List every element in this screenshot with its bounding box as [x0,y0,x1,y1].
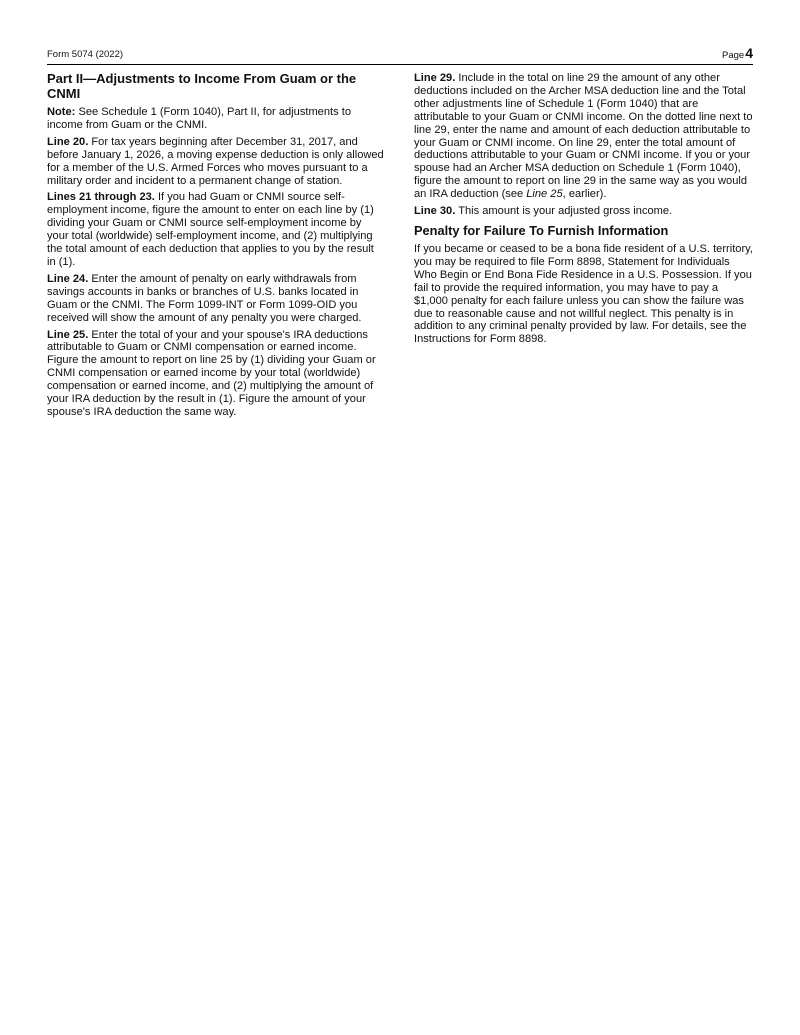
right-column [414,72,754,350]
penalty-heading: Penalty for Failure To Furnish Information [414,222,669,238]
form-id: Form 5074 (2022) [47,49,124,60]
line25-reference: Line 25 [526,188,563,201]
left-column [47,72,385,423]
line24-paragraph: Line 24. Enter the amount of penalty on early withdrawals from savings accounts in banks or branches of U.S. banks located in Guam or the CNMI. The Form 1099-INT or Form 1099-OID you received will show the amount of any penalty you were charged. [47,272,362,324]
page-label: Page [722,50,745,61]
note-paragraph: Note: See Schedule 1 (Form 1040), Part II, for adjustments to income from Guam or the CNMI. [47,106,351,131]
part-heading: Part II—Adjustments to Income From Guam or the CNMI [47,71,357,101]
line25-paragraph: Line 25. Enter the total of your and your spouse's IRA deductions attributable to Guam or CNMI compensation or earned income. Figure the amount to report on line 25 by (1) dividing your Guam or CNMI compensation or earned income by your total (worldwide) compensation or earned income, and (2) multiplying the amount of your IRA deduction by the result in (1). Figure the amount of your spouse's IRA deduction the same way. [47,328,376,418]
line29-paragraph: Line 29. Include in the total on line 29 the amount of any other deductions included on the Archer MSA deduction line and the Total other adjustments line of Schedule 1 (Form 1040) that are attributable to your Guam or CNMI income. On the dotted line next to line 29, enter the name and amount of each deduction attributable to your Guam or CNMI income. On line 29, enter the total amount of deductions attributable to your Guam or CNMI income. If you or your spouse had an Archer MSA deduction on Schedule 1 (Form 1040), figure the amount to report on line 29 in the same way as you would an IRA deduction (see Line 25, earlier). [414,72,753,201]
line30-paragraph: Line 30. This amount is your adjusted gross income. [414,205,673,218]
lines21-23-paragraph: Lines 21 through 23. If you had Guam or CNMI source self-employment income, figure the amount to enter on each line by (1) dividing your Guam or CNMI source self-employment income by your total (worldwide) self-employment income, and (2) multiplying the total amount of each deduction that applies to you by the result in (1). [47,191,374,268]
penalty-paragraph: If you became or ceased to be a bona fide resident of a U.S. territory, you may be required to file Form 8898, Statement for Individuals Who Begin or End Bona Fide Residence in a U.S. Possession. If you fail to provide the required information, you may have to pay a $1,000 penalty for each failure unless you can show the failure was due to reasonable cause and not willful neglect. This penalty is in addition to any criminal penalty provided by law. For details, see the Instructions for Form 8898. [414,242,753,346]
page-number [722,45,753,61]
page-header [47,44,753,65]
line20-paragraph: Line 20. For tax years beginning after December 31, 2017, and before January 1, 2026, a moving expense deduction is only allowed for a member of the U.S. Armed Forces who moves pursuant to a military order and incident to a permanent change of station. [47,135,384,187]
page-number-value: 4 [745,45,753,61]
